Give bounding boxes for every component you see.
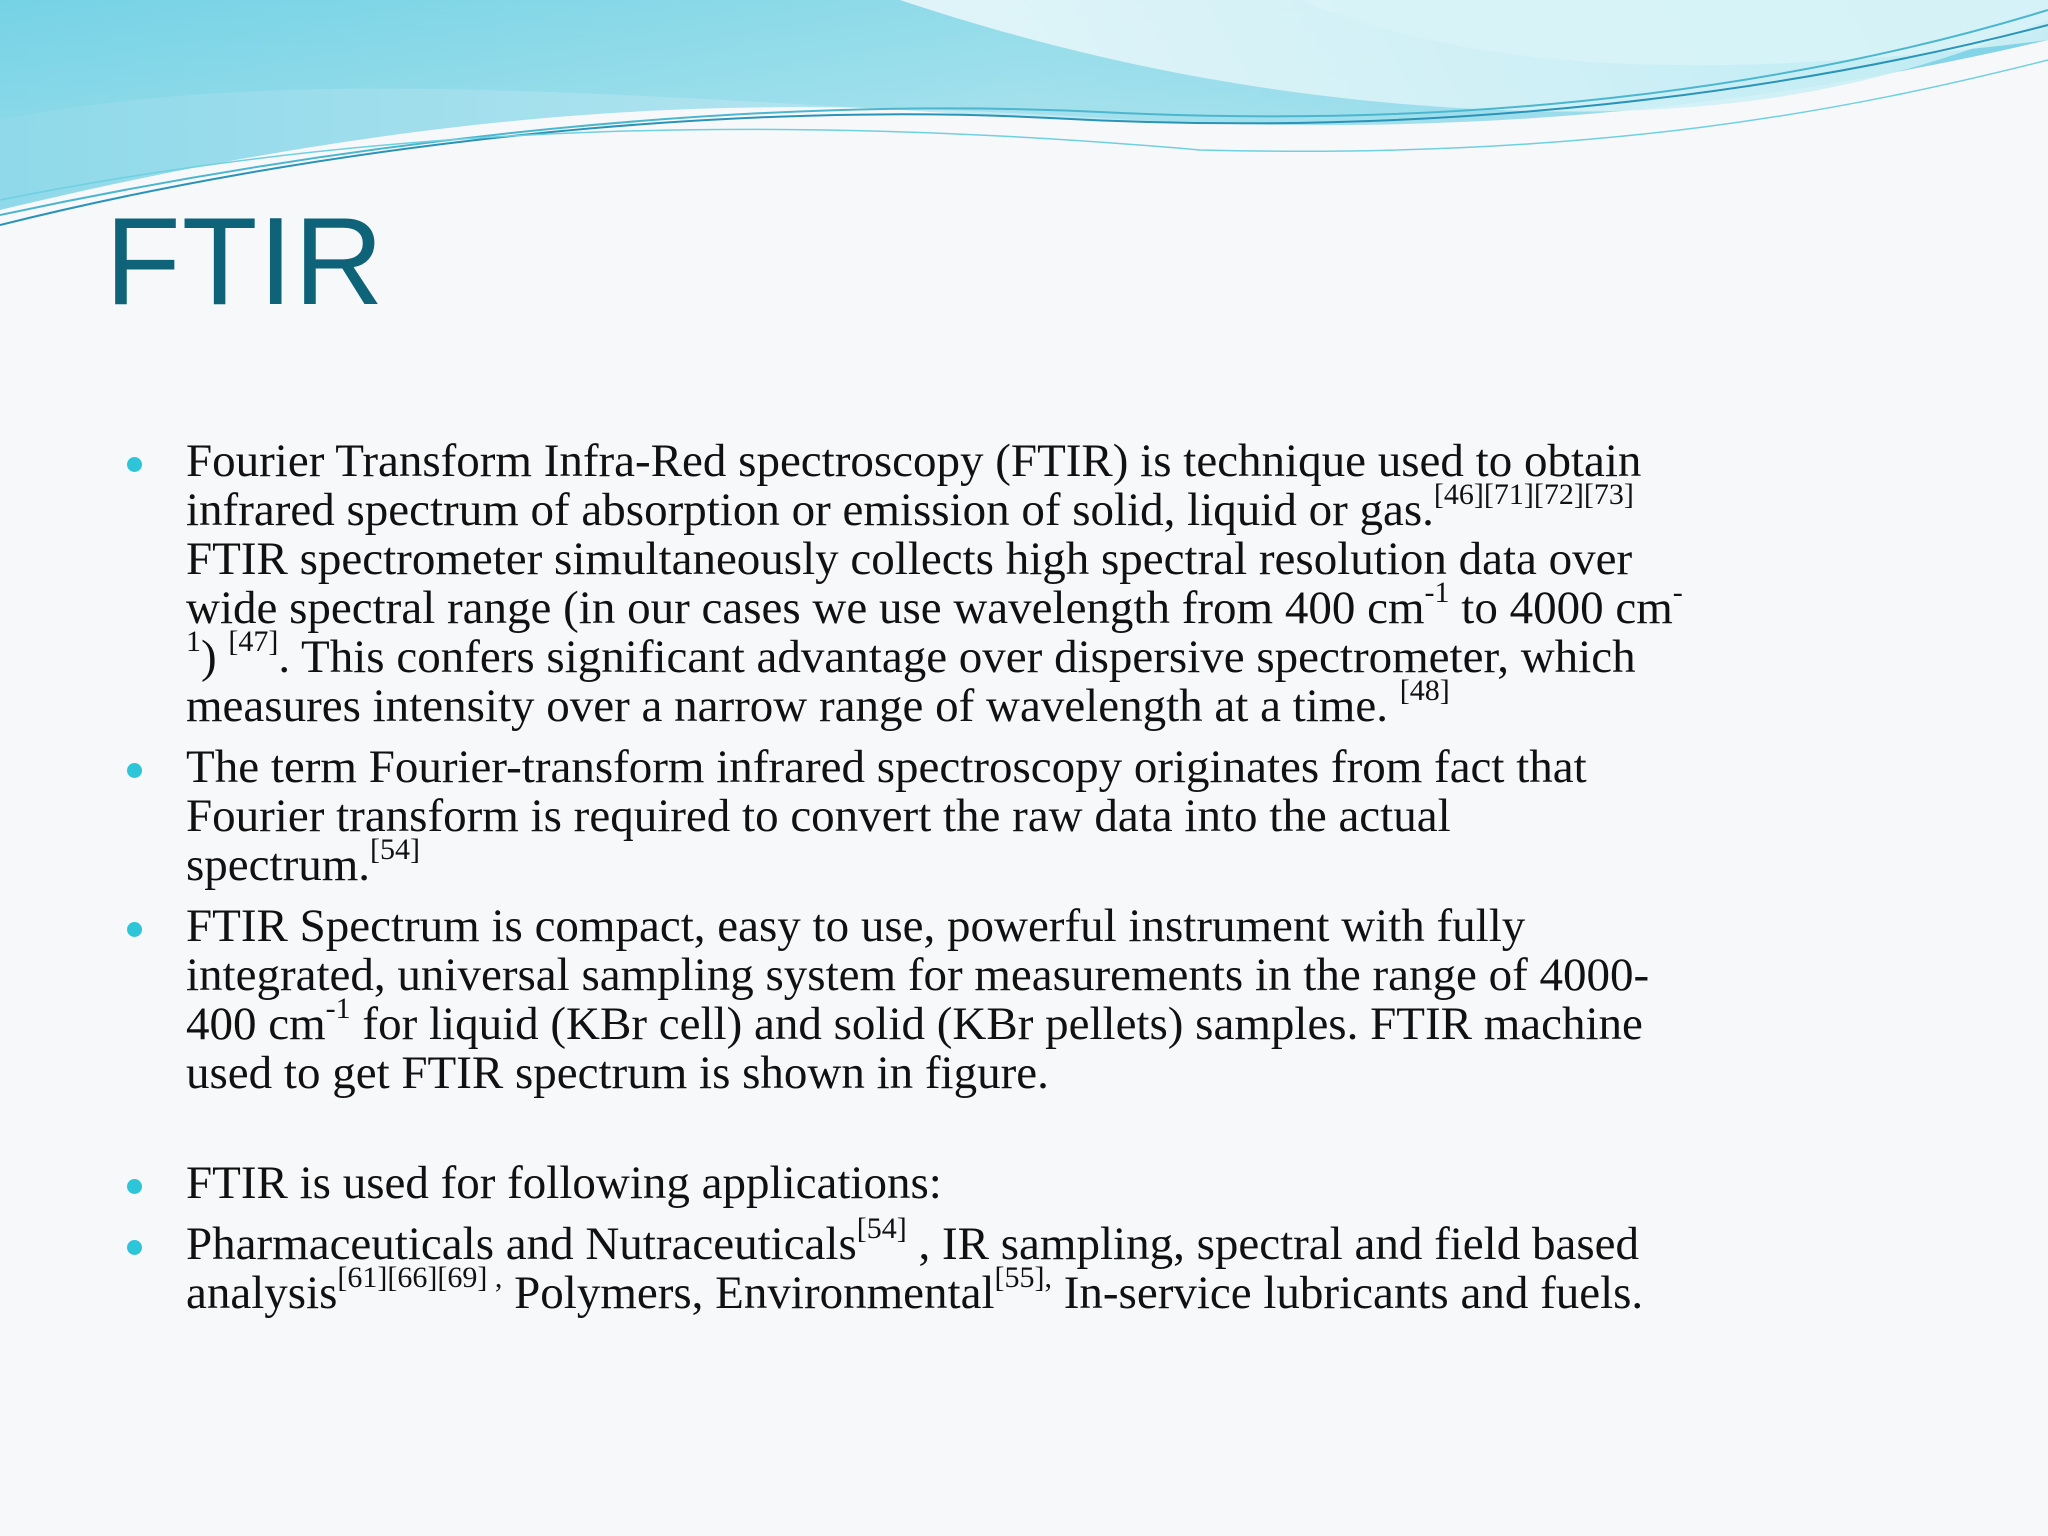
bullet-text-line <box>186 478 1920 536</box>
citation-superscript: [47] <box>228 625 279 659</box>
text-run: Polymers, Environmental <box>502 1267 995 1319</box>
bullet-item <box>120 1159 1920 1208</box>
bullet-text-line <box>186 902 1920 951</box>
bullet-text-line <box>186 1049 1920 1098</box>
text-run: FTIR Spectrum is compact, easy to use, powerful instrument with fully <box>186 900 1526 952</box>
text-run: infrared spectrum of absorption or emission of solid, liquid or gas. <box>186 484 1434 536</box>
text-run: used to get FTIR spectrum is shown in figure. <box>186 1047 1049 1099</box>
bullet-text-line <box>186 1159 1920 1208</box>
text-run: . This confers significant advantage over dispersive spectrometer, which <box>278 631 1636 683</box>
text-run: FTIR is used for following applications: <box>186 1157 942 1209</box>
text-run: wide spectral range (in our cases we use wavelength from 400 cm <box>186 582 1425 634</box>
citation-superscript: [55], <box>994 1261 1052 1295</box>
citation-superscript: [61][66][69] , <box>337 1261 503 1295</box>
text-run: to 4000 cm <box>1449 582 1673 634</box>
text-run: spectrum. <box>186 839 371 891</box>
bullet-text-line <box>186 625 1920 683</box>
citation-superscript: [54] <box>370 833 421 867</box>
citation-superscript: -1 <box>1424 576 1450 610</box>
text-run: analysis <box>186 1267 338 1319</box>
citation-superscript: 1 <box>186 625 201 659</box>
text-run: ) <box>201 631 229 683</box>
bullet-list <box>120 437 1920 1318</box>
slide-title: FTIR <box>105 193 385 331</box>
bullet-item <box>120 1212 1920 1319</box>
bullet-text-line <box>186 951 1920 1000</box>
text-run: The term Fourier-transform infrared spectroscopy originates from fact that <box>186 741 1587 793</box>
bullet-text-line <box>186 743 1920 792</box>
text-run: FTIR spectrometer simultaneously collects high spectral resolution data over <box>186 533 1633 585</box>
text-run: Fourier transform is required to convert the raw data into the actual <box>186 790 1451 842</box>
bullet-text-line <box>186 674 1920 732</box>
citation-superscript: - <box>1672 576 1683 610</box>
citation-superscript: -1 <box>325 992 351 1026</box>
text-run: , IR sampling, spectral and field based <box>906 1218 1639 1270</box>
text-run: integrated, universal sampling system for measurements in the range of 4000- <box>186 949 1650 1001</box>
text-run: Pharmaceuticals and Nutraceuticals <box>186 1218 857 1270</box>
bullet-spacer <box>120 1098 1920 1159</box>
bullet-text-line <box>186 576 1920 634</box>
bullet-text-line <box>186 792 1920 841</box>
text-run: for liquid (KBr cell) and solid (KBr pellets) samples. FTIR machine <box>350 998 1643 1050</box>
bullet-text-line <box>186 992 1920 1050</box>
citation-superscript: [48] <box>1399 674 1450 708</box>
bullet-text-line <box>186 833 1920 891</box>
bullet-text-line <box>186 535 1920 584</box>
bullet-item <box>120 743 1920 890</box>
bullet-item <box>120 437 1920 731</box>
text-run: 400 cm <box>186 998 326 1050</box>
text-run: Fourier Transform Infra-Red spectroscopy (FTIR) is technique used to obtain <box>186 435 1642 487</box>
citation-superscript: [54] <box>856 1212 907 1246</box>
bullet-text-line <box>186 437 1920 486</box>
citation-superscript: [46][71][72][73] <box>1433 478 1634 512</box>
text-run: measures intensity over a narrow range of wavelength at a time. <box>186 680 1400 732</box>
bullet-text-line <box>186 1261 1920 1319</box>
text-run: In-service lubricants and fuels. <box>1051 1267 1644 1319</box>
bullet-item <box>120 902 1920 1098</box>
